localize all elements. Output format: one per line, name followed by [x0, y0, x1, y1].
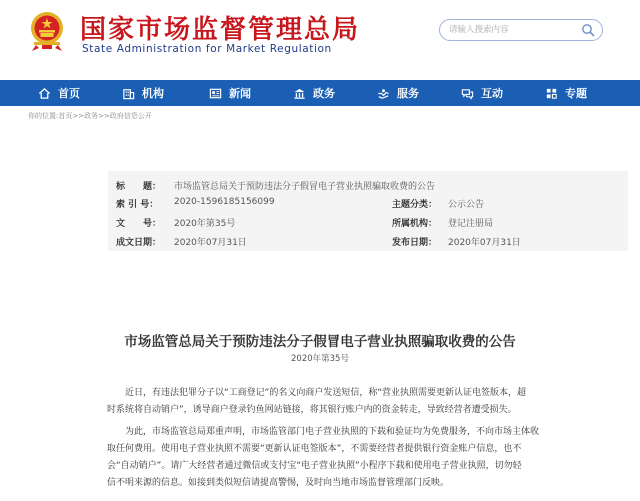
meta-index-label: 索 引 号： [116, 200, 159, 210]
meta-dept-value: 登记注册局 [448, 219, 494, 229]
nav-item-institutions[interactable] [122, 80, 164, 106]
document-metadata-panel [108, 171, 628, 251]
nav-item-home[interactable] [38, 80, 80, 106]
meta-docnum-label: 文 号： [116, 219, 162, 229]
nav-item-interaction[interactable] [461, 80, 503, 106]
interaction-icon [461, 87, 474, 100]
nav-item-label: 专题 [565, 87, 587, 100]
breadcrumb[interactable]: 你的位置:首页>>政务>>政府信息公开 [28, 112, 152, 120]
meta-title-label: 标 题： [116, 182, 162, 192]
nav-item-news[interactable] [209, 80, 251, 106]
article-paragraph-2 [107, 424, 557, 492]
search-box [439, 19, 603, 41]
building-icon [122, 87, 135, 100]
nav-item-government[interactable] [293, 80, 335, 106]
nav-item-label: 机构 [142, 87, 164, 100]
meta-title-value: 市场监管总局关于预防违法分子假冒电子营业执照骗取收费的公告 [174, 182, 436, 192]
government-icon [293, 87, 306, 100]
article-number: 2020年第35号 [291, 354, 349, 364]
paragraph-line: 为此，市场监管总局郑重声明，市场监管部门电子营业执照的下载和验证均为免费服务，不向市场主体收 [125, 427, 540, 437]
service-icon [377, 87, 390, 100]
paragraph-line: 时系统将自动销户”，诱导商户登录钓鱼网站链接，将其银行账户内的资金转走，导致经营者遭受损失。 [107, 405, 517, 415]
nav-item-label: 服务 [397, 87, 419, 100]
nav-item-label: 首页 [58, 87, 80, 100]
site-header [0, 0, 640, 80]
home-icon [38, 87, 51, 100]
nav-item-label: 政务 [313, 87, 335, 100]
meta-date-value: 2020年07月31日 [174, 238, 247, 248]
article-title: 市场监管总局关于预防违法分子假冒电子营业执照骗取收费的公告 [124, 334, 516, 350]
paragraph-line: 取任何费用。使用电子营业执照不需要“更新认证电签版本”，不需要经营者提供银行资金账户信息，也不 [107, 444, 522, 454]
paragraph-line: 信不明来源的信息。如接到类似短信请提高警惕，及时向当地市场监督管理部门反映。 [107, 478, 450, 488]
nav-item-label: 互动 [481, 87, 503, 100]
nav-item-topic[interactable] [545, 80, 587, 106]
meta-docnum-value: 2020年第35号 [174, 219, 236, 229]
nav-item-service[interactable] [377, 80, 419, 106]
meta-pubdate-label: 发布日期： [392, 238, 438, 248]
meta-date-label: 成文日期： [116, 238, 162, 248]
meta-dept-label: 所属机构： [392, 219, 438, 229]
meta-pubdate-value: 2020年07月31日 [448, 238, 521, 248]
article-paragraph-1 [107, 385, 557, 419]
main-nav [0, 80, 640, 106]
meta-index-value: 2020-1596185156099 [174, 197, 275, 207]
nav-item-label: 新闻 [229, 87, 251, 100]
topic-icon [545, 87, 558, 100]
site-title[interactable]: 国家市场监督管理总局 [80, 15, 361, 45]
news-icon [209, 87, 222, 100]
search-input[interactable] [449, 23, 577, 37]
paragraph-line: 会“自动销户”。请广大经营者通过微信或支付宝“电子营业执照”小程序下载和使用电子营业执照，切勿轻 [107, 461, 522, 471]
site-subtitle: State Administration for Market Regulation [82, 43, 332, 55]
paragraph-line: 近日，有违法犯罪分子以“工商登记”的名义向商户发送短信，称“营业执照需要更新认证电签版本，超 [125, 388, 526, 398]
meta-category-value: 公示公告 [448, 200, 485, 210]
search-icon[interactable] [581, 23, 595, 37]
national-emblem-icon[interactable] [30, 11, 64, 53]
meta-category-label: 主题分类： [392, 200, 438, 210]
